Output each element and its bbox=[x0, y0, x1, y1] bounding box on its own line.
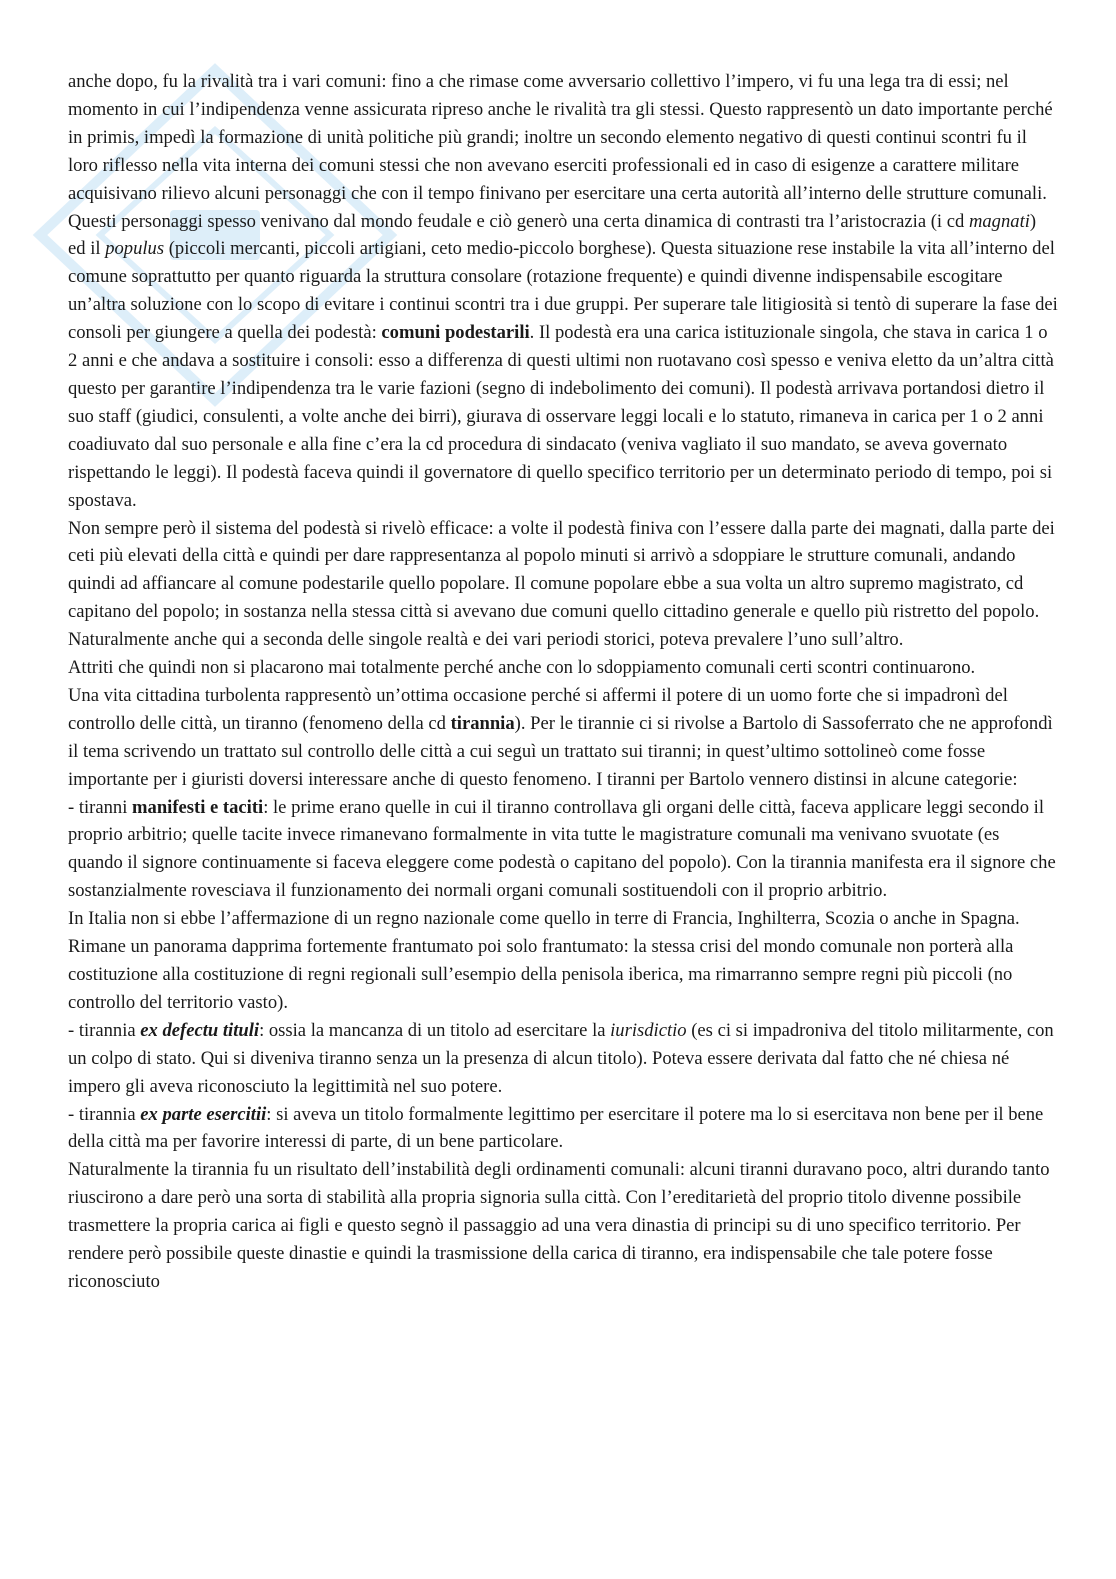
emphasis-text: iurisdictio bbox=[610, 1019, 687, 1041]
emphasis-text: ex defectu tituli bbox=[140, 1019, 260, 1041]
emphasis-text: tirannia bbox=[450, 712, 515, 734]
text-run: : ossia la mancanza di un titolo ad esercitare la bbox=[259, 1019, 611, 1041]
text-run: ). Per le tirannie ci si rivolse a Bartolo di Sassoferrato che ne approfondì il tema scrivendo un trattato sul controllo delle città a cui seguì un trattato sui tiranni; in quest’ultimo sottolineò come fosse importante per i giuristi doversi interessare anche di questo fenomeno. I tiranni per Bartolo vennero distinsi in alcune categorie: bbox=[68, 712, 1053, 790]
emphasis-text: populus bbox=[105, 238, 165, 260]
text-run: : le prime erano quelle in cui il tiranno controllava gli organi delle città, faceva applicare leggi secondo il proprio arbitrio; quelle tacite invece rimanevano formalmente in vita tutte le magistrature comunali ma venivano svuotate (es quando il signore continuamente si faceva eleggere come podestà o capitano del popolo). Con la tirannia manifesta era il signore che sostanzialmente rovesciava il funzionamento dei normali organi comunali sostituendoli con il proprio arbitrio. bbox=[68, 796, 1056, 902]
document-page bbox=[68, 68, 1058, 1296]
text-run: Attriti che quindi non si placarono mai totalmente perché anche con lo sdoppiamento comunali certi scontri continuarono. bbox=[68, 657, 976, 679]
text-run: anche dopo, fu la rivalità tra i vari comuni: fino a che rimase come avversario collettivo l’impero, vi fu una lega tra di essi; nel momento in cui l’indipendenza venne assicurata ripreso anche le rivalità tra gli stessi. Questo rappresentò un dato importante perché in primis, impedì la formazione di unità politiche più grandi; inoltre un secondo elemento negativo di questi continui scontri fu il loro riflesso nella vita interna dei comuni stessi che non avevano eserciti professionali ed in caso di esigenze a carattere militare acquisivano rilievo alcuni personaggi che con il tempo finivano per esercitare una certa autorità all’interno delle strutture comunali. Questi personaggi spesso venivano dal mondo feudale e ciò generò una certa dinamica di contrasti tra l’aristocrazia (i cd bbox=[68, 71, 1053, 232]
emphasis-text: magnati bbox=[968, 210, 1030, 232]
paragraph bbox=[68, 68, 1058, 515]
text-run: Non sempre però il sistema del podestà si rivelò efficace: a volte il podestà finiva con l’essere dalla parte dei magnati, dalla parte dei ceti più elevati della città e quindi per dare rappresentanza al popolo minuti si arrivò a sdoppiare le strutture comunali, andando quindi ad affiancare al comune podestarile quello popolare. Il comune popolare ebbe a sua volta un altro supremo magistrato, cd capitano del popolo; in sostanza nella stessa città si avevano due comuni quello cittadino generale e quello più ristretto del popolo. Naturalmente anche qui a seconda delle singole realtà e dei vari periodi storici, poteva prevalere l’uno sull’altro. bbox=[68, 517, 1055, 651]
text-run: - tirannia bbox=[68, 1019, 141, 1041]
paragraph bbox=[68, 515, 1058, 655]
emphasis-text: comuni podestarili bbox=[381, 322, 530, 344]
text-run: In Italia non si ebbe l’affermazione di un regno nazionale come quello in terre di Francia, Inghilterra, Scozia o anche in Spagna. Rimane un panorama dapprima fortemente frantumato poi solo frantumato: la stessa crisi del mondo comunale non porterà alla costituzione alla costituzione di regni regionali sull’esempio della penisola iberica, ma rimarranno sempre regni più piccoli (no controllo del territorio vasto). bbox=[68, 908, 1020, 1013]
text-run: (piccoli mercanti, piccoli artigiani, ceto medio-piccolo borghese). Questa situazione rese instabile la vita all’interno del comune soprattutto per quanto riguarda la struttura consolare (rotazione frequente) e quindi divenne indispensabile escogitare un’altra soluzione con lo scopo di evitare i continui scontri tra i due gruppi. Per superare tale litigiosità si tentò di superare la fase dei consoli per giungere a quella dei podestà: bbox=[68, 238, 1058, 344]
paragraph bbox=[68, 682, 1058, 794]
paragraph bbox=[68, 794, 1058, 906]
text-run: Una vita cittadina turbolenta rappresentò un’ottima occasione perché si affermi il potere di un uomo forte che si impadronì del controllo delle città, un tiranno (fenomeno della cd bbox=[68, 684, 1008, 734]
text-run: . Il podestà era una carica istituzionale singola, che stava in carica 1 o 2 anni e che andava a sostituire i consoli: esso a differenza di questi ultimi non ruotavano così spesso e veniva eletto da un’altra città questo per garantire l’indipendenza tra le varie fazioni (segno di indebolimento dei comuni). Il podestà arrivava portandosi dietro il suo staff (giudici, consulenti, a volte anche dei birri), giurava di osservare leggi locali e lo statuto, rimaneva in carica per 1 o 2 anni coadiuvato dal suo personale e alla fine c’era la cd procedura di sindacato (veniva vagliato il suo mandato, se aveva governato rispettando le leggi). Il podestà faceva quindi il governatore di quello specifico territorio per un determinato periodo di tempo, poi si spostava. bbox=[68, 322, 1054, 511]
text-run: Naturalmente la tirannia fu un risultato dell’instabilità degli ordinamenti comunali: alcuni tiranni duravano poco, altri durando tanto riuscirono a dare però una sorta di stabilità alla propria signoria sulla città. Con l’ereditarietà del proprio titolo divenne possibile trasmettere la propria carica ai figli e questo segnò il passaggio ad una vera dinastia di principi su di uno specifico territorio. Per rendere però possibile queste dinastie e quindi la trasmissione della carica di tiranno, era indispensabile che tale potere fosse riconosciuto bbox=[68, 1159, 1050, 1292]
text-run: ) ed il bbox=[68, 210, 1037, 260]
paragraph bbox=[68, 1017, 1058, 1101]
emphasis-text: manifesti e taciti bbox=[132, 796, 264, 818]
text-run: - tirannia bbox=[68, 1103, 141, 1125]
paragraph bbox=[68, 654, 1058, 682]
emphasis-text: ex parte esercitii bbox=[140, 1103, 267, 1125]
text-run: - tiranni bbox=[68, 796, 133, 818]
text-run: : si aveva un titolo formalmente legittimo per esercitare il potere ma lo si esercitava non bene per il bene della città ma per favorire interessi di parte, di un bene particolare. bbox=[68, 1103, 1044, 1153]
paragraph bbox=[68, 1101, 1058, 1157]
paragraph bbox=[68, 1156, 1058, 1296]
paragraph bbox=[68, 905, 1058, 1017]
text-run: (es ci si impadroniva del titolo militarmente, con un colpo di stato. Qui si diveniva tiranno senza un la presenza di alcun titolo). Poteva essere derivata dal fatto che né chiesa né impero gli aveva riconosciuto la legittimità nel suo potere. bbox=[68, 1019, 1054, 1097]
